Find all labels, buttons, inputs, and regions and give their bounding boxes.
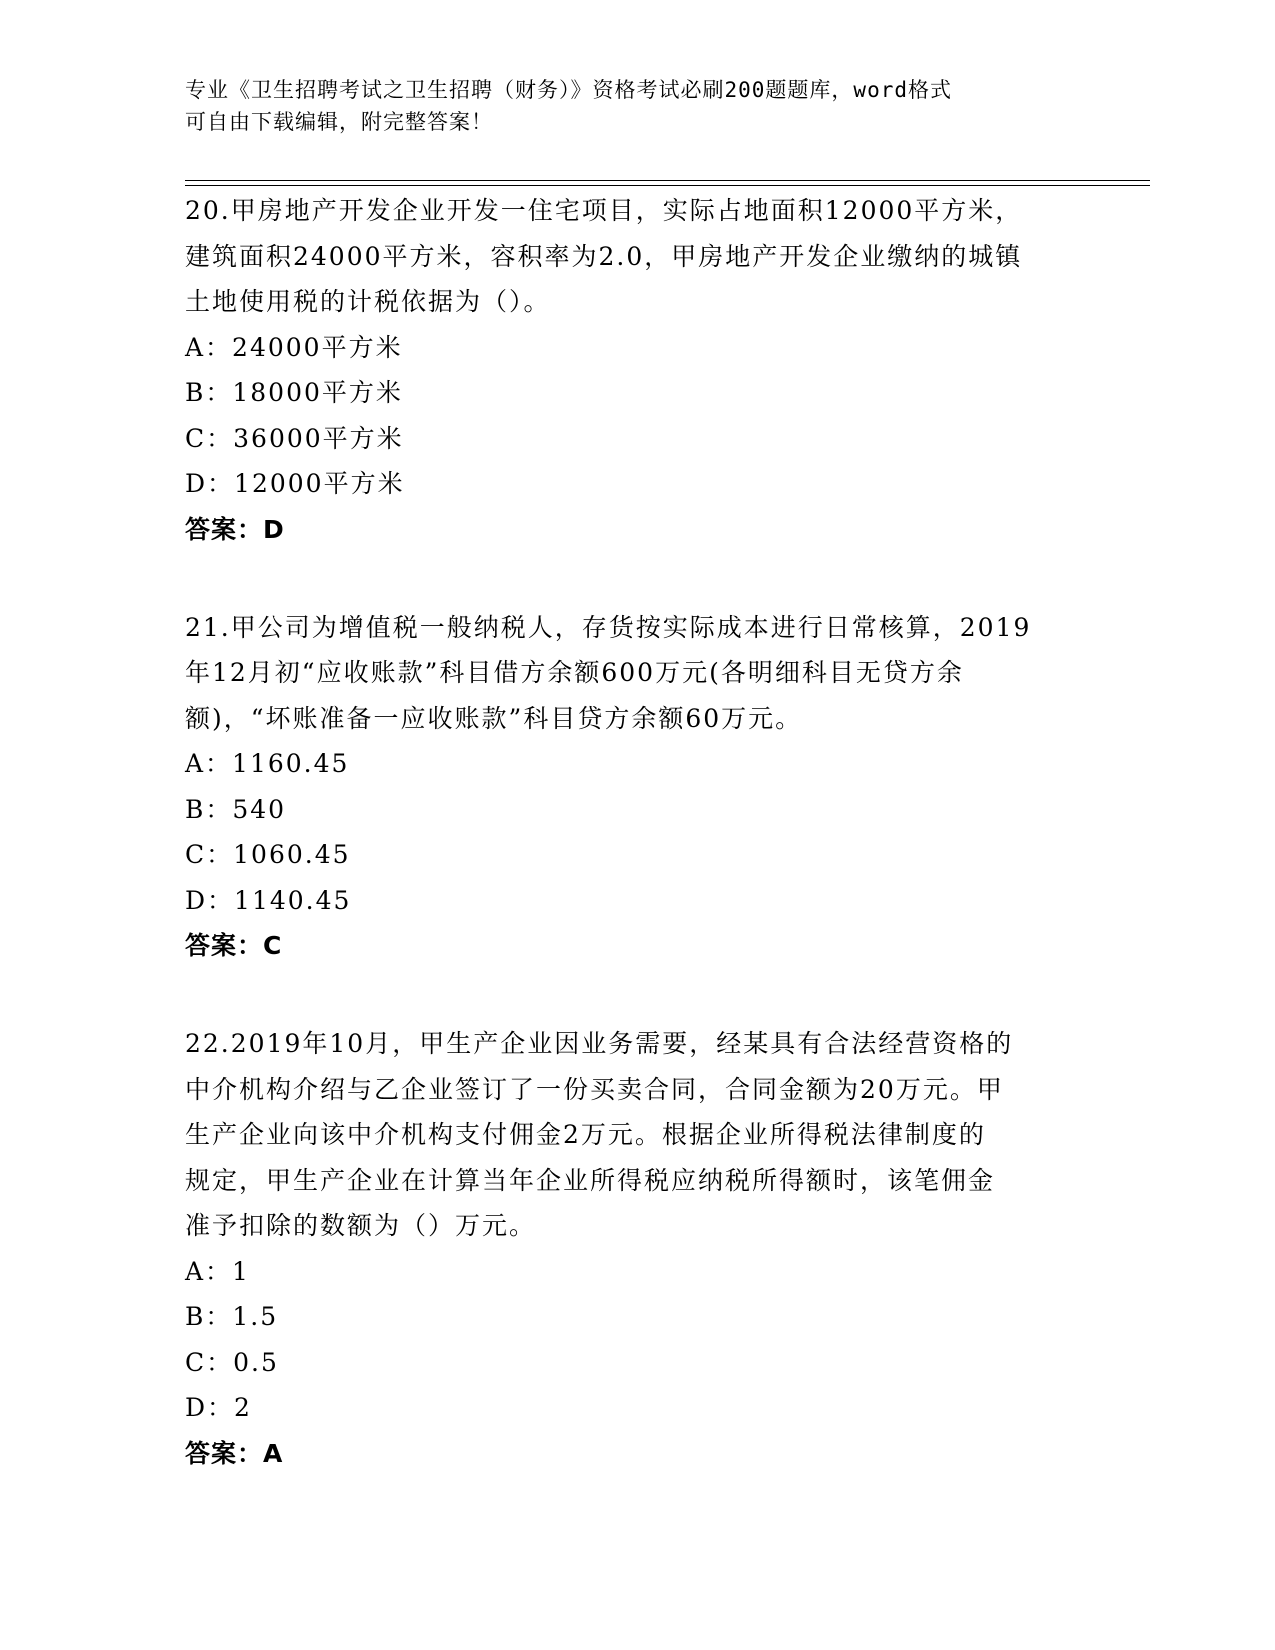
option-d: D：2 xyxy=(185,1393,252,1422)
option-a: A：1160.45 xyxy=(185,749,350,778)
option-d: D：12000平方米 xyxy=(185,469,405,498)
header-line-2: 可自由下载编辑，附完整答案！ xyxy=(185,110,493,134)
question-list xyxy=(185,188,1085,1529)
question-text-line: 22.2019年10月，甲生产企业因业务需要，经某具有合法经营资格的 xyxy=(185,1029,1014,1058)
option-a: A：1 xyxy=(185,1256,250,1286)
question-text-line: 规定，甲生产企业在计算当年企业所得税应纳税所得额时，该笔佣金 xyxy=(185,1165,996,1195)
option-d: D：1140.45 xyxy=(185,885,352,915)
answer-key: 答案：A xyxy=(185,1438,284,1468)
question-text-line: 准予扣除的数额为（）万元。 xyxy=(185,1211,537,1240)
question-text-line: 中介机构介绍与乙企业签订了一份买卖合同，合同金额为20万元。甲 xyxy=(185,1074,1004,1104)
question-text-line: 21.甲公司为增值税一般纳税人，存货按实际成本进行日常核算，2019 xyxy=(185,612,1032,642)
option-b: B：540 xyxy=(185,794,287,824)
option-a: A：24000平方米 xyxy=(185,332,403,362)
option-b: B：18000平方米 xyxy=(185,378,403,407)
answer-key: 答案：D xyxy=(185,514,285,544)
header-divider-bottom xyxy=(185,185,1150,186)
question-text-line: 土地使用税的计税依据为（）。 xyxy=(185,287,551,316)
option-c: C：0.5 xyxy=(185,1347,279,1377)
question-21 xyxy=(185,605,1085,970)
question-20 xyxy=(185,188,1085,553)
question-text-line: 年12月初“应收账款”科目借方余额600万元(各明细科目无贷方余 xyxy=(185,658,964,687)
question-text-line: 20.甲房地产开发企业开发一住宅项目，实际占地面积12000平方米， xyxy=(185,196,1023,225)
answer-key: 答案：C xyxy=(185,931,283,960)
option-c: C：36000平方米 xyxy=(185,423,404,453)
document-header xyxy=(185,74,1055,138)
question-text-line: 生产企业向该中介机构支付佣金2万元。根据企业所得税法律制度的 xyxy=(185,1120,986,1149)
question-22 xyxy=(185,1021,1085,1477)
question-text-line: 建筑面积24000平方米，容积率为2.0，甲房地产开发企业缴纳的城镇 xyxy=(185,241,1023,271)
question-text-line: 额)，“坏账准备一应收账款”科目贷方余额60万元。 xyxy=(185,703,803,733)
header-line-1: 专业《卫生招聘考试之卫生招聘（财务）》资格考试必刷200题题库，word格式 xyxy=(185,78,952,102)
option-b: B：1.5 xyxy=(185,1302,279,1331)
option-c: C：1060.45 xyxy=(185,840,351,869)
header-divider-top xyxy=(185,180,1150,181)
